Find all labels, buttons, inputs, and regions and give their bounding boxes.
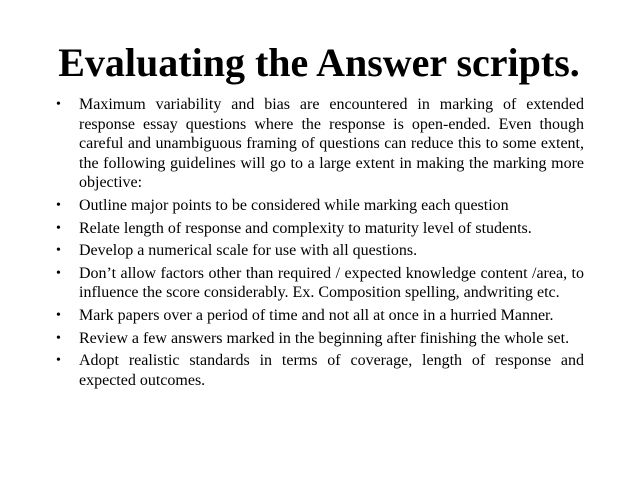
bullet-icon: • bbox=[56, 353, 61, 369]
bullet-text: Outline major points to be considered while marking each question bbox=[79, 196, 509, 214]
bullet-text: Mark papers over a period of time and not all at once in a hurried Manner. bbox=[79, 306, 554, 324]
bullet-text: Review a few answers marked in the beginning after finishing the whole set. bbox=[79, 329, 570, 347]
bullet-text: Adopt realistic standards in terms of coverage, length of response and expected outcomes. bbox=[79, 352, 584, 389]
bullet-icon: • bbox=[56, 265, 61, 281]
bullet-icon: • bbox=[56, 197, 61, 213]
bullet-icon: • bbox=[56, 243, 61, 259]
bullet-item bbox=[58, 306, 584, 326]
bullet-text: Develop a numerical scale for use with all questions. bbox=[79, 242, 418, 260]
bullet-item bbox=[58, 329, 584, 349]
bullet-item bbox=[58, 264, 584, 303]
bullet-icon: • bbox=[56, 220, 61, 236]
bullet-icon: • bbox=[56, 97, 61, 112]
bullet-item bbox=[58, 196, 584, 216]
slide-title: Evaluating the Answer scripts. bbox=[58, 40, 580, 85]
bullet-item bbox=[58, 241, 584, 261]
bullet-text: Maximum variability and bias are encountered in marking of extended response essay questions where the response is open-ended. Even though careful and unambiguous framing of questions can reduce this to some extent, the following guidelines will go to a large extent in making the marking more objective: bbox=[79, 96, 584, 192]
bullet-icon: • bbox=[56, 307, 61, 323]
bullet-text: Don’t allow factors other than required / expected knowledge content /area, to influence the score considerably. Ex. Composition spelling, andwriting etc. bbox=[79, 264, 584, 302]
bullet-item bbox=[58, 95, 584, 193]
bullet-item bbox=[58, 351, 584, 390]
bullet-text: Relate length of response and complexity to maturity level of students. bbox=[79, 219, 532, 237]
bullet-list bbox=[58, 95, 584, 393]
bullet-icon: • bbox=[56, 330, 61, 346]
bullet-item bbox=[58, 219, 584, 239]
